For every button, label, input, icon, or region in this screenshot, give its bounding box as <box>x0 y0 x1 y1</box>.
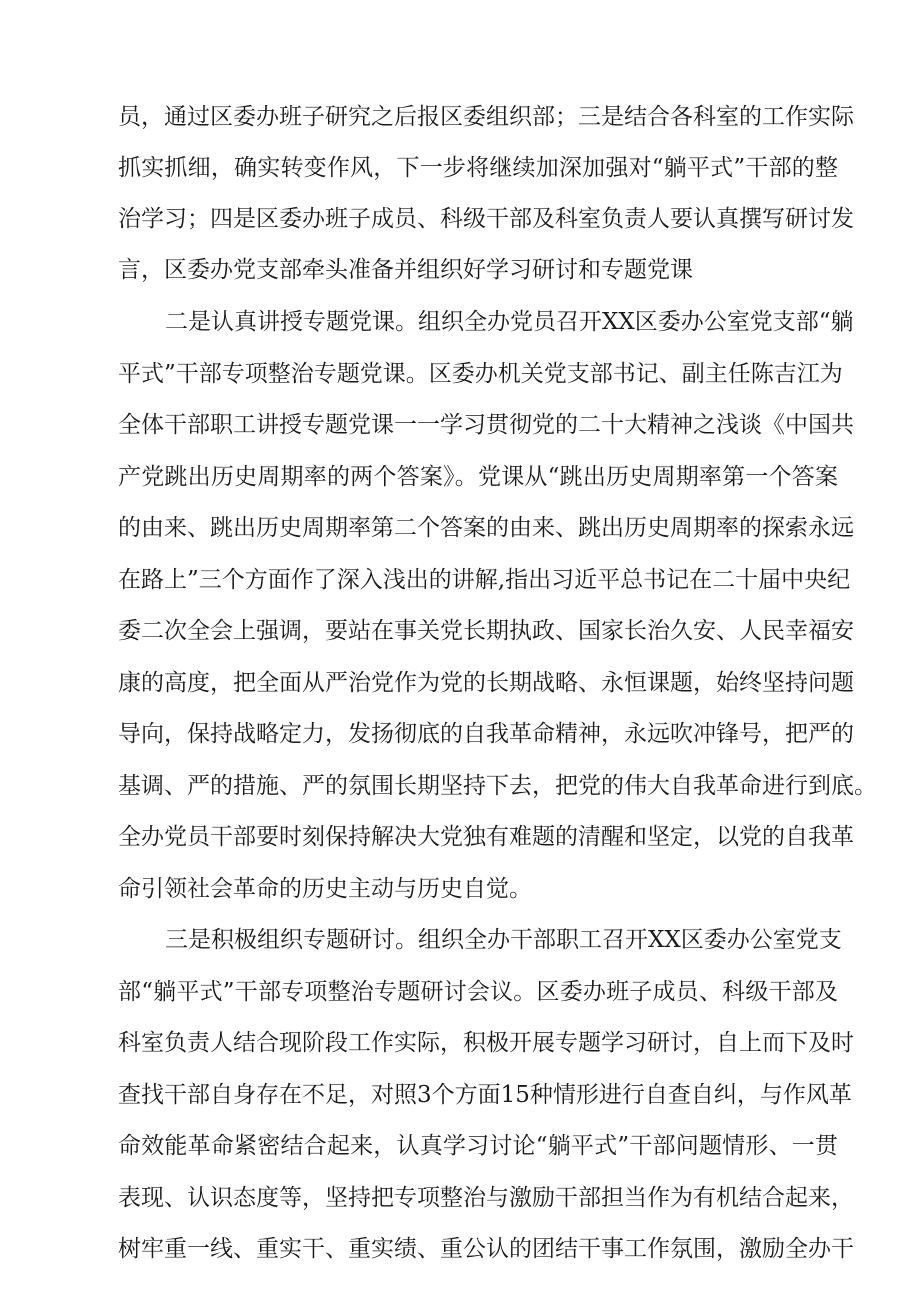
text-line: 委二次全会上强调，要站在事关党长期执政、国家长治久安、人民幸福安 <box>118 618 854 644</box>
text-line: 员，通过区委办班子研究之后报区委组织部；三是结合各科室的工作实际 <box>118 104 854 130</box>
paragraph-first-line: 二是认真讲授专题党课。组织全办党员召开XX区委办公室党支部“躺 <box>165 309 854 335</box>
text-line: 命引领社会革命的历史主动与历史自觉。 <box>118 876 532 902</box>
text-line: 导向，保持战略定力，发扬彻底的自我革命精神，永远吹冲锋号，把严的 <box>118 721 854 747</box>
paragraph-first-line: 三是积极组织专题研讨。组织全办干部职工召开XX区委办公室党支 <box>165 927 842 953</box>
text-line: 全办党员干部要时刻保持解决大党独有难题的清醒和坚定，以党的自我革 <box>118 824 854 850</box>
text-line: 部“躺平式”干部专项整治专题研讨会议。区委办班子成员、科级干部及 <box>118 979 838 1005</box>
text-line: 基调、严的措施、严的氛围长期坚持下去，把党的伟大自我革命进行到底。 <box>118 773 877 799</box>
text-line: 平式”干部专项整治专题党课。区委办机关党支部书记、副主任陈吉江为 <box>118 361 843 387</box>
text-line: 言，区委办党支部牵头准备并组织好学习研讨和专题党课 <box>118 257 693 283</box>
text-line: 抓实抓细，确实转变作风，下一步将继续加深加强对“躺平式”干部的整 <box>118 155 838 181</box>
text-line: 产党跳出历史周期率的两个答案》。党课从“跳出历史周期率第一个答案 <box>118 464 838 490</box>
text-line: 查找干部自身存在不足，对照3个方面15种情形进行自查自纠，与作风革 <box>118 1082 852 1108</box>
text-line: 全体干部职工讲授专题党课一一学习贯彻党的二十大精神之浅谈《中国共 <box>118 412 854 438</box>
text-line: 树牢重一线、重实干、重实绩、重公认的团结干事工作氛围，激励全办干 <box>118 1236 854 1262</box>
text-line: 的由来、跳出历史周期率第二个答案的由来、跳出历史周期率的探索永远 <box>118 515 854 541</box>
text-line: 命效能革命紧密结合起来，认真学习讨论“躺平式”干部问题情形、一贯 <box>118 1133 838 1159</box>
text-line: 科室负责人结合现阶段工作实际，积极开展专题学习研讨，自上而下及时 <box>118 1030 854 1056</box>
text-line: 表现、认识态度等，坚持把专项整治与激励干部担当作为有机结合起来， <box>118 1185 854 1211</box>
text-line: 康的高度，把全面从严治党作为党的长期战略、永恒课题，始终坚持问题 <box>118 670 854 696</box>
text-line: 治学习；四是区委办班子成员、科级干部及科室负责人要认真撰写研讨发 <box>118 206 854 232</box>
text-line: 在路上”三个方面作了深入浅出的讲解,指出习近平总书记在二十届中央纪 <box>118 567 851 593</box>
